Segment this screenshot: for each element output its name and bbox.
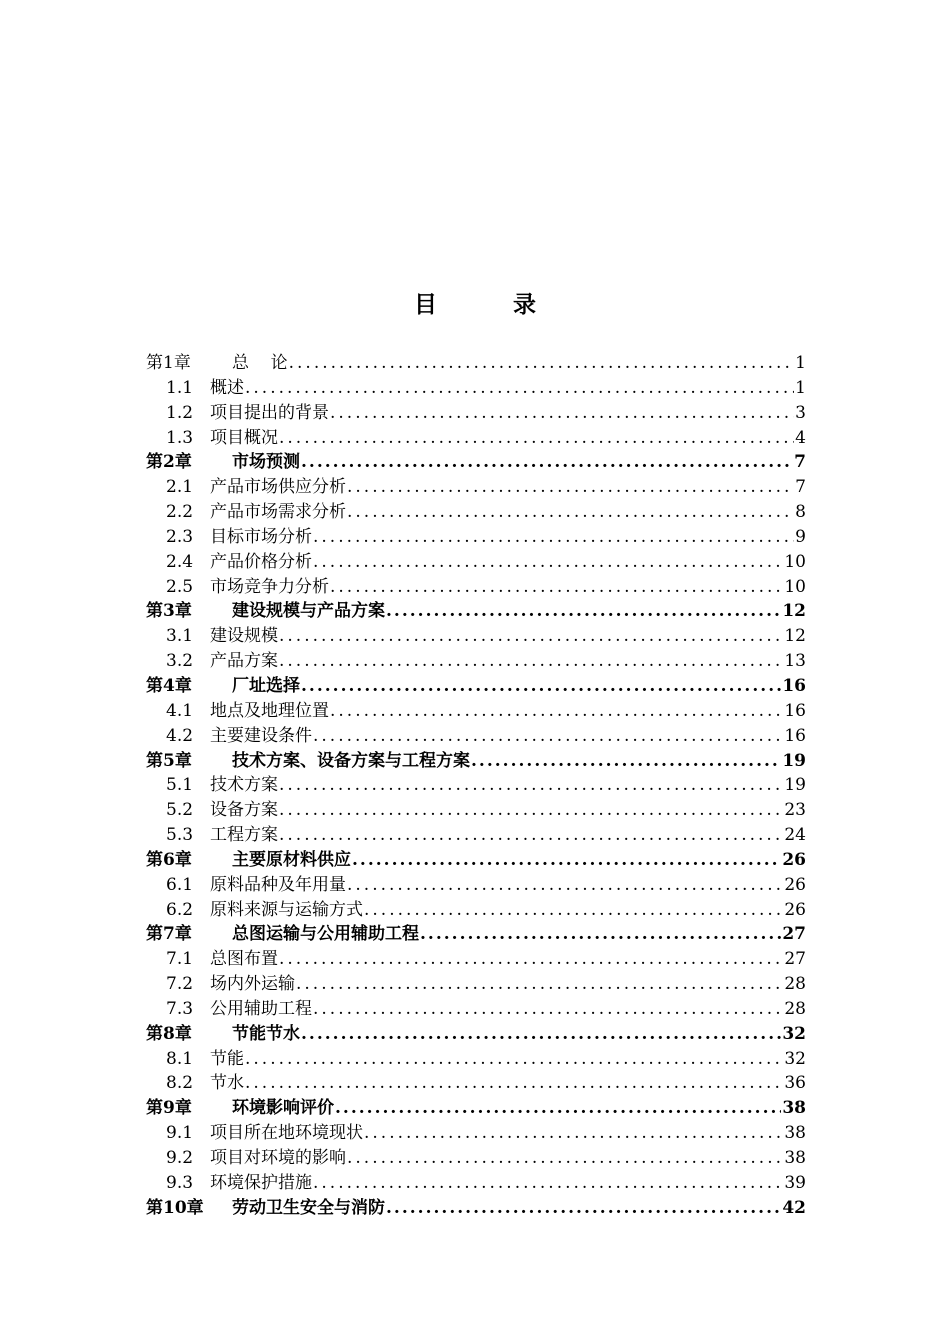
toc-entry-number: 9.3	[166, 1172, 194, 1193]
toc-section-entry[interactable]	[146, 624, 806, 649]
toc-entry-title: 产品市场供应分析	[210, 477, 346, 498]
toc-section-entry[interactable]	[146, 997, 806, 1022]
toc-dot-leader	[279, 624, 783, 649]
toc-page-number: 38	[784, 1148, 806, 1168]
toc-page-number: 10	[784, 576, 806, 597]
toc-chapter-entry[interactable]	[146, 674, 806, 699]
toc-section-entry[interactable]	[146, 898, 806, 923]
toc-entry-number: 4.2	[166, 725, 194, 746]
toc-dot-leader	[471, 749, 781, 774]
toc-page-number: 8	[795, 502, 806, 523]
toc-entry-title: 环境影响评价	[232, 1098, 334, 1119]
toc-dot-leader	[245, 1071, 783, 1096]
toc-entry-number: 第3章	[146, 601, 192, 622]
toc-section-entry[interactable]	[146, 1121, 806, 1146]
toc-dot-leader	[335, 1096, 781, 1121]
toc-entry-number: 第1章	[146, 353, 191, 373]
toc-page-number: 32	[782, 1023, 806, 1044]
toc-entry-title: 目标市场分析	[210, 526, 312, 547]
toc-entry-title: 项目概况	[210, 427, 278, 448]
toc-entry-title: 原料品种及年用量	[210, 874, 346, 895]
toc-page-number: 32	[784, 1048, 806, 1069]
toc-entry-number: 2.4	[166, 551, 194, 572]
toc-entry-number: 第7章	[146, 924, 192, 945]
toc-entry-number: 9.2	[166, 1148, 194, 1168]
toc-dot-leader	[301, 1022, 781, 1047]
toc-chapter-entry[interactable]	[146, 599, 806, 624]
toc-dot-leader	[364, 898, 783, 923]
toc-dot-leader	[279, 773, 783, 798]
toc-entry-title: 总 论	[232, 353, 288, 373]
toc-entry-title: 市场预测	[232, 452, 300, 473]
toc-page-number: 9	[795, 526, 806, 547]
toc-entry-number: 6.2	[166, 899, 194, 920]
toc-page-number: 1	[795, 377, 806, 398]
toc-entry-number: 1.2	[166, 402, 194, 423]
toc-entry-title: 技术方案、设备方案与工程方案	[232, 750, 470, 771]
toc-entry-title: 市场竞争力分析	[210, 576, 329, 597]
toc-page-number: 16	[784, 725, 806, 746]
toc-entry-title: 节水	[210, 1073, 244, 1094]
toc-entry-title: 产品方案	[210, 651, 278, 672]
toc-dot-leader	[279, 426, 794, 451]
toc-page-number: 19	[782, 750, 806, 771]
toc-chapter-entry[interactable]	[146, 351, 806, 376]
toc-entry-title: 总图布置	[210, 949, 278, 970]
toc-entry-number: 7.2	[166, 974, 194, 995]
toc-dot-leader	[364, 1121, 783, 1146]
toc-entry-title: 总图运输与公用辅助工程	[232, 924, 419, 945]
toc-page-number: 27	[782, 924, 806, 945]
toc-section-entry[interactable]	[146, 798, 806, 823]
toc-page-number: 24	[784, 825, 806, 846]
toc-entry-number: 第9章	[146, 1098, 192, 1119]
toc-section-entry[interactable]	[146, 426, 806, 451]
toc-entry-number: 8.1	[166, 1048, 194, 1069]
toc-chapter-entry[interactable]	[146, 749, 806, 774]
toc-entry-number: 第5章	[146, 750, 192, 771]
toc-page-number: 1	[795, 353, 806, 373]
toc-page-number: 28	[784, 998, 806, 1019]
toc-entry-title: 项目所在地环境现状	[210, 1123, 363, 1144]
toc-entry-number: 2.5	[166, 576, 194, 597]
toc-section-entry[interactable]	[146, 823, 806, 848]
toc-section-entry[interactable]	[146, 1146, 806, 1171]
toc-section-entry[interactable]	[146, 873, 806, 898]
toc-entry-title: 概述	[210, 377, 244, 398]
toc-entry-title: 主要原材料供应	[232, 849, 351, 870]
toc-entry-number: 2.1	[166, 477, 194, 498]
toc-entry-title: 项目对环境的影响	[210, 1148, 346, 1168]
toc-entry-number: 7.1	[166, 949, 194, 970]
toc-chapter-entry[interactable]	[146, 450, 806, 475]
toc-dot-leader	[313, 724, 783, 749]
toc-entry-title: 劳动卫生安全与消防	[232, 1197, 385, 1218]
toc-entry-title: 产品市场需求分析	[210, 502, 346, 523]
toc-entry-number: 9.1	[166, 1123, 194, 1144]
toc-entry-title: 场内外运输	[210, 974, 295, 995]
toc-dot-leader	[296, 972, 783, 997]
toc-entry-title: 厂址选择	[232, 675, 300, 696]
toc-page-number: 12	[784, 626, 806, 647]
toc-chapter-entry[interactable]	[146, 1196, 806, 1221]
toc-section-entry[interactable]	[146, 575, 806, 600]
toc-dot-leader	[347, 500, 794, 525]
toc-page-number: 16	[782, 675, 806, 696]
toc-dot-leader	[301, 674, 781, 699]
toc-page-number: 4	[795, 427, 806, 448]
table-of-contents	[146, 351, 806, 1221]
toc-entry-title: 地点及地理位置	[210, 700, 329, 721]
toc-section-entry[interactable]	[146, 376, 806, 401]
toc-entry-number: 4.1	[166, 700, 194, 721]
toc-entry-number: 第6章	[146, 849, 192, 870]
toc-entry-number: 8.2	[166, 1073, 194, 1094]
toc-section-entry[interactable]	[146, 1171, 806, 1196]
toc-entry-number: 7.3	[166, 998, 194, 1019]
toc-page-number: 16	[784, 700, 806, 721]
toc-page-number: 38	[784, 1123, 806, 1144]
toc-page-number: 19	[784, 775, 806, 796]
toc-entry-number: 2.3	[166, 526, 194, 547]
toc-page-number: 28	[784, 974, 806, 995]
toc-page-number: 39	[784, 1172, 806, 1193]
toc-dot-leader	[420, 922, 781, 947]
toc-entry-number: 5.2	[166, 800, 194, 821]
toc-dot-leader	[386, 599, 781, 624]
toc-entry-title: 产品价格分析	[210, 551, 312, 572]
toc-dot-leader	[289, 351, 795, 376]
toc-entry-number: 第8章	[146, 1023, 192, 1044]
toc-entry-title: 节能	[210, 1048, 244, 1069]
toc-section-entry[interactable]	[146, 972, 806, 997]
toc-dot-leader	[347, 1146, 783, 1171]
toc-section-entry[interactable]	[146, 475, 806, 500]
toc-entry-number: 1.1	[166, 377, 194, 398]
toc-page-number: 3	[795, 402, 806, 423]
toc-entry-title: 环境保护措施	[210, 1172, 312, 1193]
toc-section-entry[interactable]	[146, 773, 806, 798]
toc-dot-leader	[313, 525, 794, 550]
toc-entry-number: 第10章	[146, 1197, 204, 1218]
toc-section-entry[interactable]	[146, 500, 806, 525]
toc-page-number: 12	[782, 601, 806, 622]
toc-chapter-entry[interactable]	[146, 922, 806, 947]
toc-dot-leader	[245, 1047, 783, 1072]
toc-entry-title: 建设规模	[210, 626, 278, 647]
toc-dot-leader	[279, 649, 783, 674]
toc-entry-title: 公用辅助工程	[210, 998, 312, 1019]
toc-dot-leader	[352, 848, 781, 873]
toc-entry-title: 设备方案	[210, 800, 278, 821]
toc-dot-leader	[330, 699, 783, 724]
toc-dot-leader	[330, 575, 783, 600]
toc-page-number: 27	[784, 949, 806, 970]
toc-chapter-entry[interactable]	[146, 1022, 806, 1047]
toc-entry-number: 3.2	[166, 651, 194, 672]
toc-section-entry[interactable]	[146, 525, 806, 550]
toc-entry-number: 6.1	[166, 874, 194, 895]
toc-page-number: 7	[794, 452, 806, 473]
toc-dot-leader	[279, 798, 783, 823]
toc-entry-number: 5.3	[166, 825, 194, 846]
toc-entry-title: 主要建设条件	[210, 725, 312, 746]
toc-entry-title: 技术方案	[210, 775, 278, 796]
toc-entry-number: 3.1	[166, 626, 194, 647]
toc-dot-leader	[313, 550, 783, 575]
toc-page-number: 10	[784, 551, 806, 572]
toc-section-entry[interactable]	[146, 550, 806, 575]
toc-dot-leader	[301, 450, 793, 475]
toc-page-number: 26	[784, 874, 806, 895]
toc-page-number: 42	[782, 1197, 806, 1218]
toc-chapter-entry[interactable]	[146, 1096, 806, 1121]
toc-page-number: 38	[782, 1098, 806, 1119]
toc-entry-number: 第4章	[146, 675, 192, 696]
toc-section-entry[interactable]	[146, 1047, 806, 1072]
toc-dot-leader	[330, 401, 794, 426]
toc-entry-title: 项目提出的背景	[210, 402, 329, 423]
toc-entry-title: 建设规模与产品方案	[232, 601, 385, 622]
toc-dot-leader	[245, 376, 794, 401]
toc-page-number: 26	[782, 849, 806, 870]
toc-title: 目 录	[413, 291, 570, 318]
toc-entry-title: 原料来源与运输方式	[210, 899, 363, 920]
toc-dot-leader	[279, 947, 783, 972]
toc-entry-number: 第2章	[146, 452, 192, 473]
toc-page-number: 36	[784, 1073, 806, 1094]
toc-dot-leader	[279, 823, 783, 848]
toc-dot-leader	[313, 1171, 783, 1196]
toc-section-entry[interactable]	[146, 1071, 806, 1096]
toc-entry-title: 节能节水	[232, 1023, 300, 1044]
toc-dot-leader	[386, 1196, 781, 1221]
toc-dot-leader	[347, 475, 794, 500]
toc-entry-number: 1.3	[166, 427, 194, 448]
toc-page-number: 7	[795, 477, 806, 498]
toc-entry-number: 5.1	[166, 775, 194, 796]
toc-entry-number: 2.2	[166, 502, 194, 523]
toc-page-number: 13	[784, 651, 806, 672]
toc-dot-leader	[313, 997, 783, 1022]
toc-section-entry[interactable]	[146, 649, 806, 674]
toc-page-number: 26	[784, 899, 806, 920]
toc-dot-leader	[347, 873, 783, 898]
toc-page-number: 23	[784, 800, 806, 821]
toc-chapter-entry[interactable]	[146, 848, 806, 873]
toc-section-entry[interactable]	[146, 699, 806, 724]
toc-section-entry[interactable]	[146, 947, 806, 972]
toc-section-entry[interactable]	[146, 724, 806, 749]
toc-section-entry[interactable]	[146, 401, 806, 426]
toc-entry-title: 工程方案	[210, 825, 278, 846]
